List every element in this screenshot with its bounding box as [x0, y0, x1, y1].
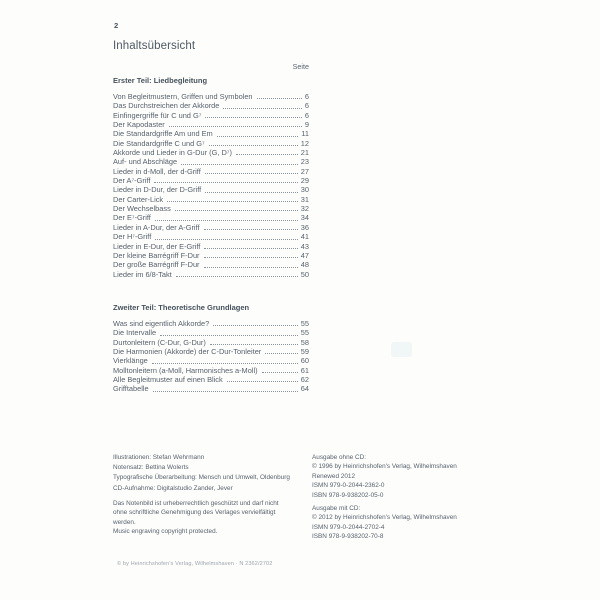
toc-entry-title: Lieder in E-Dur, der E-Griff — [113, 241, 201, 251]
toc-entry-title: Der große Barrégriff F-Dur — [113, 260, 200, 270]
dotted-leader — [213, 325, 298, 326]
dotted-leader — [227, 381, 298, 382]
dotted-leader — [155, 220, 298, 221]
copyright-notice — [113, 499, 325, 537]
toc-entry-page: 60 — [300, 356, 309, 366]
toc-entry-page: 27 — [300, 166, 309, 176]
toc-entry-title: Die Standardgriffe Am und Em — [113, 129, 213, 139]
toc-section-heading: Zweiter Teil: Theoretische Grundlagen — [113, 302, 250, 312]
edition-line: ISMN 979-0-2044-2702-4 — [312, 523, 385, 531]
toc-entry-title: Das Durchstreichen der Akkorde — [113, 101, 220, 111]
toc-entry-page: 23 — [300, 157, 309, 167]
toc-entry-title: Molltonleitern (a-Moll, Harmonisches a-Moll) — [113, 365, 258, 375]
dotted-leader — [209, 145, 298, 146]
toc-entry-title: Vierklänge — [113, 356, 148, 366]
toc-entry-title: Der kleine Barrégriff F-Dur — [113, 250, 200, 260]
edition-block — [312, 453, 492, 500]
dotted-leader — [175, 210, 298, 211]
toc-entry — [113, 260, 309, 269]
scan-artifact — [391, 342, 412, 357]
toc-entry-title: Auf- und Abschläge — [113, 157, 178, 167]
toc-entry — [113, 92, 309, 101]
dotted-leader — [257, 98, 302, 99]
toc-entry-title: Der H⁷-Griff — [113, 232, 152, 242]
toc-entry-title: Was sind eigentlich Akkorde? — [113, 318, 210, 328]
toc-entry-page: 47 — [300, 250, 309, 260]
toc-entry — [113, 366, 309, 375]
imprint-footer: © by Heinrichshofen's Verlag, Wilhelmshaven · N 2362/2702 — [117, 561, 273, 567]
dotted-leader — [154, 182, 297, 183]
toc-entry-page: 55 — [300, 328, 309, 338]
edition-line: © 2012 by Heinrichshofen's Verlag, Wilhelmshaven — [312, 514, 457, 522]
dotted-leader — [204, 229, 298, 230]
toc-entry-page: 34 — [300, 213, 309, 223]
toc-entry — [113, 347, 309, 356]
toc-entry-title: Durtonleitern (C-Dur, G-Dur) — [113, 337, 206, 347]
edition-block — [312, 504, 492, 542]
toc-entry — [113, 375, 309, 384]
dotted-leader — [205, 117, 301, 118]
dotted-leader — [167, 201, 298, 202]
dotted-leader — [153, 391, 298, 392]
toc-entry-title: Der Wechselbass — [113, 204, 171, 214]
toc-entry-page: 31 — [300, 194, 309, 204]
toc-entry-title: Grifftabelle — [113, 384, 149, 394]
toc-entry-title: Alle Begleitmuster auf einen Blick — [113, 374, 223, 384]
toc-entry-page: 36 — [300, 222, 309, 232]
toc-entry — [113, 328, 309, 337]
toc-entry-title: Lieder in D-Dur, der D-Griff — [113, 185, 202, 195]
toc-entry-page: 61 — [300, 365, 309, 375]
copyright-line: ohne schriftliche Genehmigung des Verlages vervielfältigt — [113, 509, 276, 517]
page-number: 2 — [114, 21, 119, 30]
dotted-leader — [236, 154, 298, 155]
dotted-leader — [204, 257, 298, 258]
credit-line: Illustrationen: Stefan Wehrmann — [113, 454, 205, 461]
toc-entry-page: 12 — [300, 138, 309, 148]
toc-entry-page: 6 — [304, 101, 309, 111]
toc-entry-title: Lieder in d-Moll, der d-Griff — [113, 166, 201, 176]
toc-entry — [113, 223, 309, 232]
toc-entry-title: Die Intervalle — [113, 328, 157, 338]
toc-entry-page: 6 — [304, 92, 309, 101]
edition-line: ISMN 979-0-2044-2362-0 — [312, 482, 385, 490]
dotted-leader — [169, 126, 302, 127]
page-title: Inhaltsübersicht — [113, 40, 196, 52]
edition-info-block — [312, 453, 492, 542]
copyright-line: Music engraving copyright protected. — [113, 528, 218, 536]
dotted-leader — [155, 239, 298, 240]
credit-line: Notensatz: Bettina Wolerts — [113, 464, 189, 472]
dotted-leader — [204, 248, 297, 249]
toc-entry — [113, 338, 309, 347]
toc-entry — [113, 232, 309, 241]
toc-entry-title: Lieder in A-Dur, der A-Griff — [113, 222, 200, 232]
dotted-leader — [204, 267, 298, 268]
toc-entry-page: 50 — [300, 269, 309, 279]
toc-entry-page: 59 — [300, 346, 309, 356]
page-column-label: Seite — [292, 62, 309, 71]
credit-line: Typografische Überarbeitung: Mensch und Umwelt, Oldenburg — [113, 474, 290, 482]
toc-entry-page: 64 — [300, 384, 309, 394]
toc-entry-page: 32 — [300, 204, 309, 214]
toc-entry-title: Von Begleitmustern, Griffen und Symbolen — [113, 92, 253, 101]
toc-entry-title: Lieder im 6/8-Takt — [113, 269, 172, 279]
toc-section — [113, 303, 309, 394]
toc-entry-page: 58 — [300, 337, 309, 347]
toc — [113, 76, 309, 394]
toc-entry — [113, 129, 309, 138]
toc-entry — [113, 251, 309, 260]
edition-line: ISBN 978-9-938202-70-8 — [312, 533, 384, 541]
toc-entry-title: Der A⁷-Griff — [113, 176, 151, 186]
toc-entry-title: Der Kapodaster — [113, 120, 165, 130]
edition-line: ISBN 978-9-938202-05-0 — [312, 491, 384, 499]
toc-entry-page: 6 — [304, 110, 309, 120]
toc-entry-page: 43 — [300, 241, 309, 251]
toc-entry — [113, 139, 309, 148]
toc-entry — [113, 319, 309, 328]
toc-entry — [113, 176, 309, 185]
edition-heading: Ausgabe mit CD: — [312, 505, 361, 513]
dotted-leader — [262, 372, 298, 373]
credits-block — [113, 453, 325, 537]
toc-entry — [113, 384, 309, 393]
toc-entry-title: Einfingergriffe für C und G⁷ — [113, 110, 202, 120]
toc-entry-title: Der Carter-Lick — [113, 194, 164, 204]
toc-entry — [113, 270, 309, 279]
toc-entry-title: Akkorde und Lieder in G-Dur (G, D⁷) — [113, 148, 232, 158]
toc-entry-page: 48 — [300, 260, 309, 270]
dotted-leader — [176, 276, 298, 277]
toc-entry-page: 29 — [300, 176, 309, 186]
toc-entry — [113, 157, 309, 166]
toc-entry — [113, 111, 309, 120]
credits-lines — [113, 453, 325, 494]
toc-entry-page: 41 — [300, 232, 309, 242]
toc-entry — [113, 185, 309, 194]
edition-line: Renewed 2012 — [312, 472, 355, 480]
toc-entry-title: Die Harmonien (Akkorde) der C-Dur-Tonleiter — [113, 346, 262, 356]
toc-entry — [113, 213, 309, 222]
edition-line: © 1996 by Heinrichshofen's Verlag, Wilhelmshaven — [312, 463, 457, 471]
toc-entry-page: 21 — [300, 148, 309, 158]
edition-heading: Ausgabe ohne CD: — [312, 454, 367, 461]
copyright-line: werden. — [113, 518, 136, 526]
toc-entry-title: Der E⁷-Griff — [113, 213, 151, 223]
toc-section-heading: Erster Teil: Liedbegleitung — [113, 76, 208, 85]
toc-entry — [113, 195, 309, 204]
toc-entry — [113, 242, 309, 251]
dotted-leader — [205, 192, 298, 193]
credit-line: CD-Aufnahme: Digitalstudio Zander, Jever — [113, 484, 233, 492]
dotted-leader — [205, 173, 298, 174]
toc-entry-page: 11 — [301, 129, 309, 139]
toc-entry-page: 62 — [300, 374, 309, 384]
toc-entry — [113, 356, 309, 365]
toc-entry-page: 30 — [300, 185, 309, 195]
dotted-leader — [160, 335, 298, 336]
dotted-leader — [217, 136, 299, 137]
toc-entry-title: Die Standardgriffe C und G⁷ — [113, 138, 205, 148]
toc-entry — [113, 204, 309, 213]
toc-entry — [113, 120, 309, 129]
toc-entry — [113, 101, 309, 110]
dotted-leader — [181, 164, 298, 165]
toc-entry-page: 55 — [300, 318, 309, 328]
copyright-line: Das Notenbild ist urheberrechtlich geschützt und darf nicht — [113, 499, 279, 507]
dotted-leader — [265, 353, 297, 354]
dotted-leader — [223, 108, 301, 109]
toc-section — [113, 76, 309, 279]
dotted-leader — [152, 363, 298, 364]
dotted-leader — [210, 344, 298, 345]
toc-entry — [113, 167, 309, 176]
toc-entry — [113, 148, 309, 157]
toc-entry-page: 9 — [304, 120, 309, 130]
